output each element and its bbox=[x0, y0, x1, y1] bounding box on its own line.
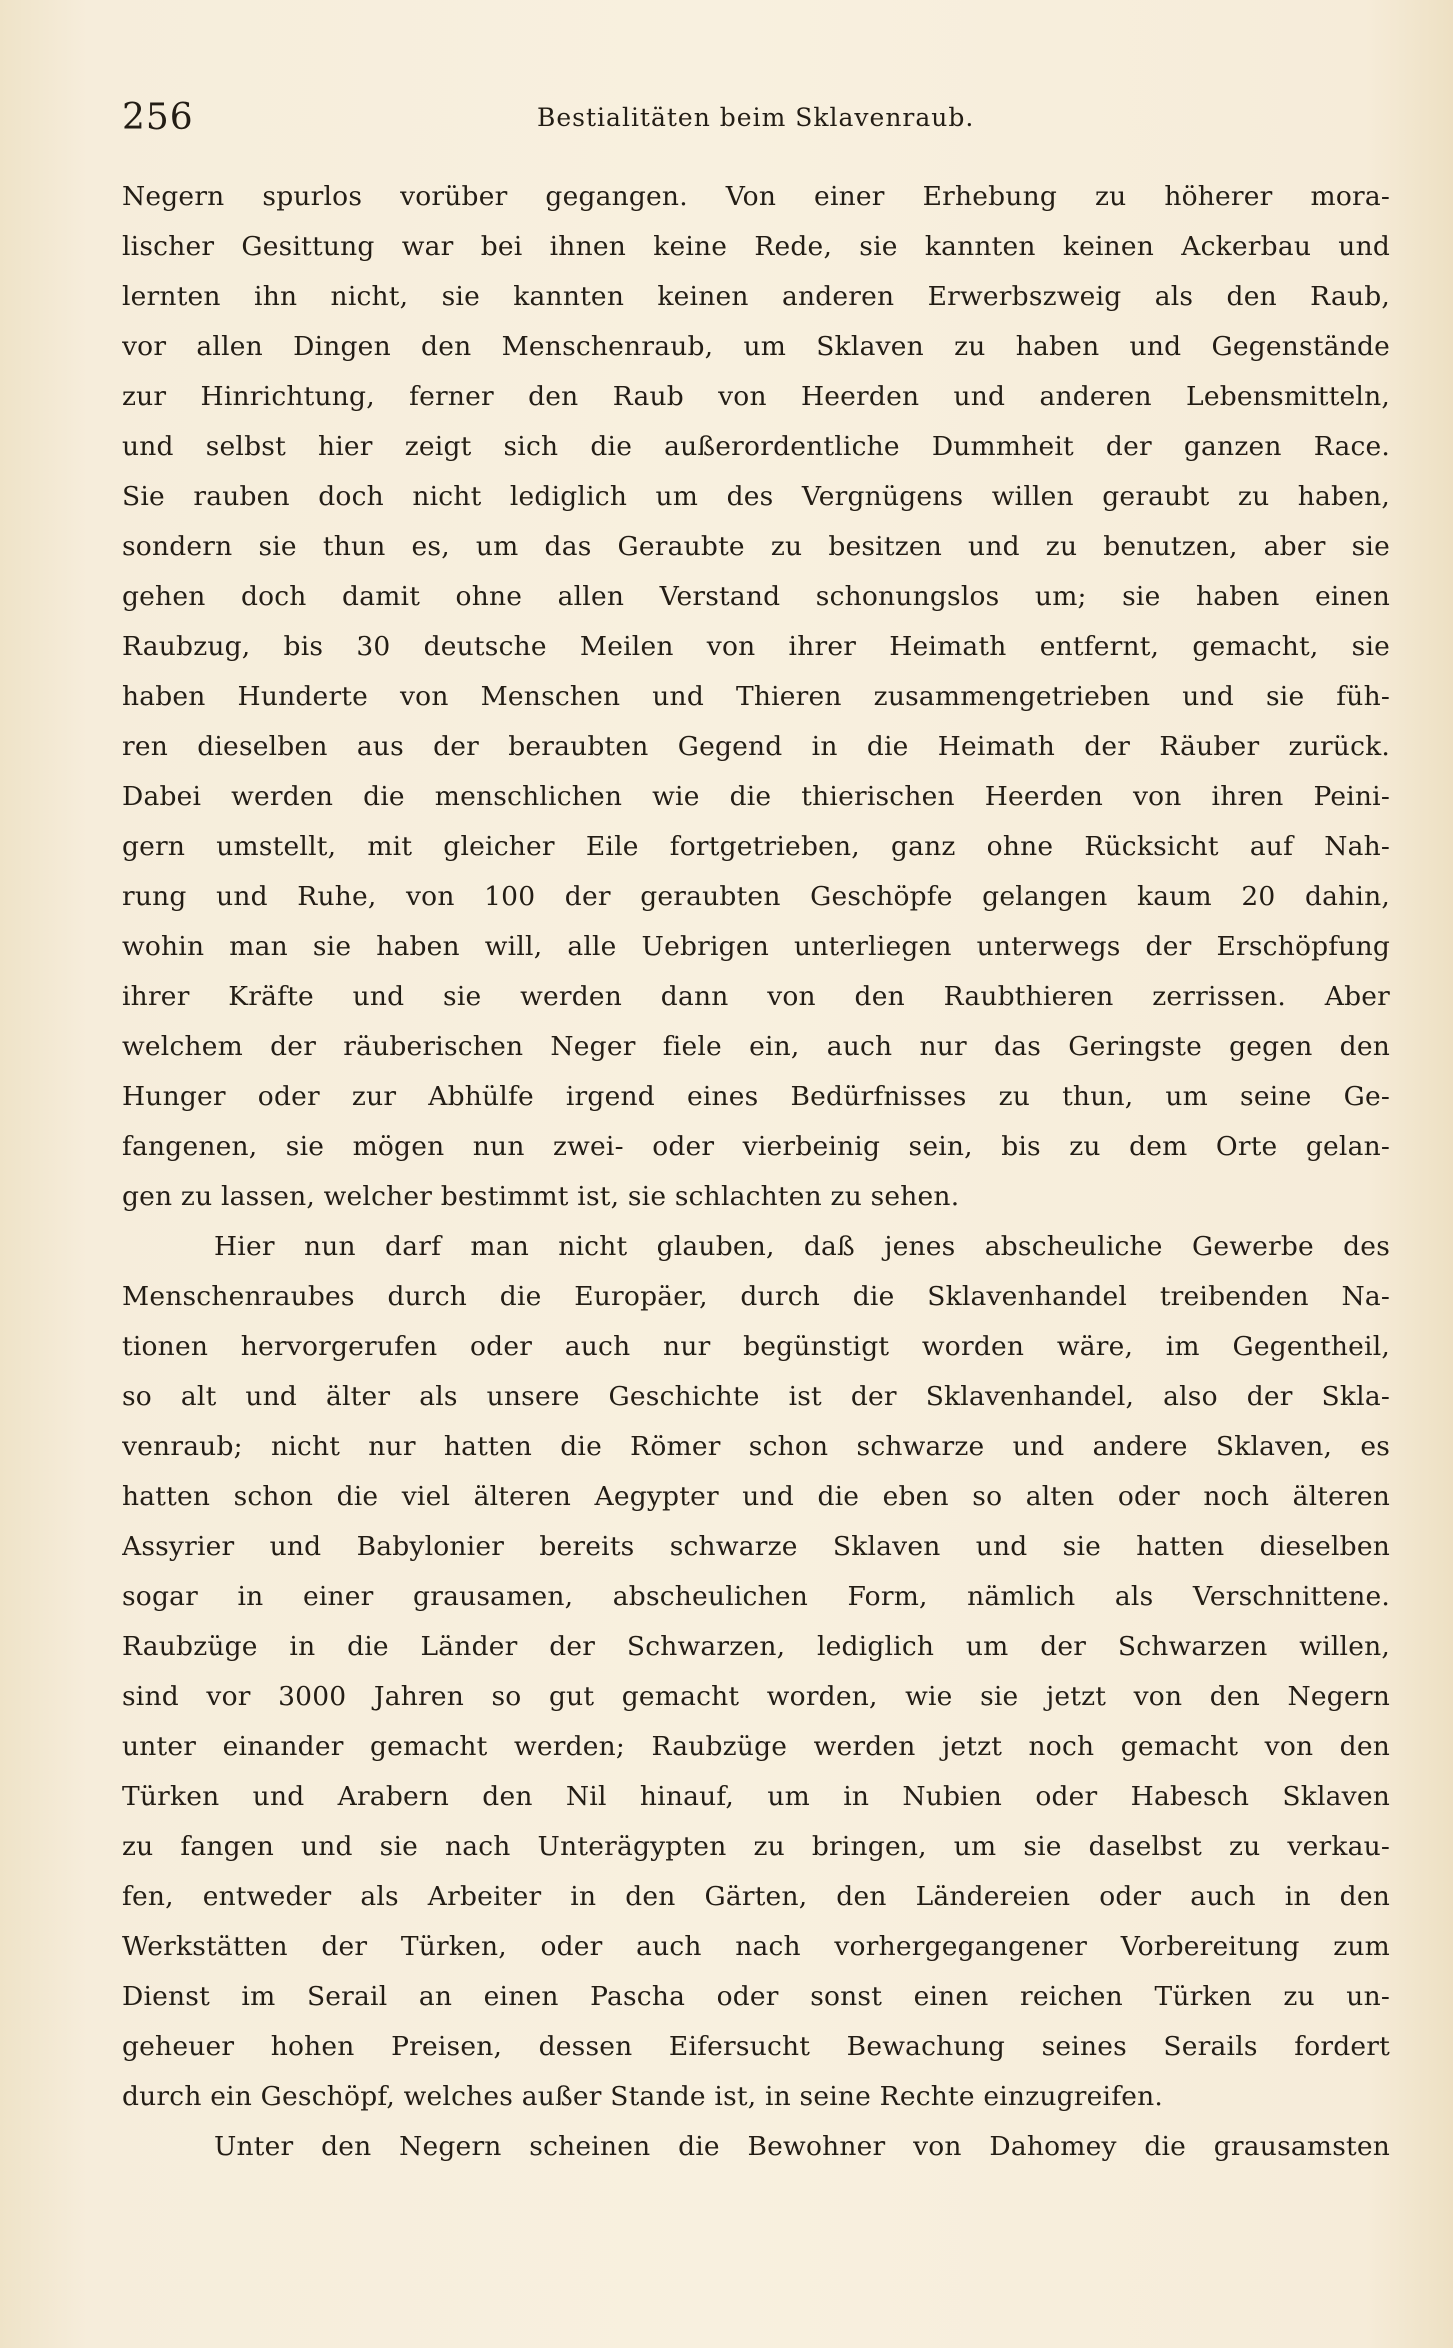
text-line: unter einander gemacht werden; Raubzüge werden jetzt noch gemacht von den bbox=[122, 1731, 1390, 1762]
text-line: rung und Ruhe, von 100 der geraubten Geschöpfe gelangen kaum 20 dahin, bbox=[122, 881, 1390, 912]
text-line: Unter den Negern scheinen die Bewohner von Dahomey die grausamsten bbox=[214, 2131, 1390, 2162]
text-line: haben Hunderte von Menschen und Thieren zusammengetrieben und sie füh- bbox=[122, 681, 1390, 712]
text-line: Raubzug, bis 30 deutsche Meilen von ihrer Heimath entfernt, gemacht, sie bbox=[122, 631, 1390, 662]
text-line: fangenen, sie mögen nun zwei- oder vierbeinig sein, bis zu dem Orte gelan- bbox=[122, 1131, 1390, 1162]
text-line: lernten ihn nicht, sie kannten keinen anderen Erwerbszweig als den Raub, bbox=[122, 281, 1390, 312]
text-line: hatten schon die viel älteren Aegypter und die eben so alten oder noch älteren bbox=[122, 1481, 1390, 1512]
running-title: Bestialitäten beim Sklavenraub. bbox=[537, 103, 975, 132]
text-line: so alt und älter als unsere Geschichte ist der Sklavenhandel, also der Skla- bbox=[122, 1381, 1390, 1412]
text-line: ihrer Kräfte und sie werden dann von den Raubthieren zerrissen. Aber bbox=[122, 981, 1390, 1012]
text-line: sogar in einer grausamen, abscheulichen Form, nämlich als Verschnittene. bbox=[122, 1581, 1390, 1612]
text-line: Dienst im Serail an einen Pascha oder sonst einen reichen Türken zu un- bbox=[122, 1981, 1390, 2012]
body-text bbox=[122, 172, 1390, 2172]
text-line: fen, entweder als Arbeiter in den Gärten, den Ländereien oder auch in den bbox=[122, 1881, 1390, 1912]
text-line: Menschenraubes durch die Europäer, durch die Sklavenhandel treibenden Na- bbox=[122, 1281, 1390, 1312]
text-line: Assyrier und Babylonier bereits schwarze Sklaven und sie hatten dieselben bbox=[122, 1531, 1390, 1562]
text-line: Hier nun darf man nicht glauben, daß jenes abscheuliche Gewerbe des bbox=[214, 1231, 1390, 1262]
text-line: gern umstellt, mit gleicher Eile fortgetrieben, ganz ohne Rücksicht auf Nah- bbox=[122, 831, 1390, 862]
text-line: Sie rauben doch nicht lediglich um des Vergnügens willen geraubt zu haben, bbox=[122, 481, 1390, 512]
text-line: sondern sie thun es, um das Geraubte zu besitzen und zu benutzen, aber sie bbox=[122, 531, 1390, 562]
text-line: ren dieselben aus der beraubten Gegend in die Heimath der Räuber zurück. bbox=[122, 731, 1390, 762]
text-line: tionen hervorgerufen oder auch nur begünstigt worden wäre, im Gegentheil, bbox=[122, 1331, 1390, 1362]
text-line: Hunger oder zur Abhülfe irgend eines Bedürfnisses zu thun, um seine Ge- bbox=[122, 1081, 1390, 1112]
text-line: Werkstätten der Türken, oder auch nach vorhergegangener Vorbereitung zum bbox=[122, 1931, 1390, 1962]
page-header bbox=[122, 96, 1390, 146]
text-line: Türken und Arabern den Nil hinauf, um in Nubien oder Habesch Sklaven bbox=[122, 1781, 1390, 1812]
text-line: sind vor 3000 Jahren so gut gemacht worden, wie sie jetzt von den Negern bbox=[122, 1681, 1390, 1712]
text-line: welchem der räuberischen Neger fiele ein, auch nur das Geringste gegen den bbox=[122, 1031, 1390, 1062]
text-line: wohin man sie haben will, alle Uebrigen unterliegen unterwegs der Erschöpfung bbox=[122, 931, 1390, 962]
text-line: zu fangen und sie nach Unterägypten zu bringen, um sie daselbst zu verkau- bbox=[122, 1831, 1390, 1862]
text-line: durch ein Geschöpf, welches außer Stande ist, in seine Rechte einzugreifen. bbox=[122, 2081, 1163, 2112]
text-line: und selbst hier zeigt sich die außerordentliche Dummheit der ganzen Race. bbox=[122, 431, 1390, 462]
page-number: 256 bbox=[122, 97, 194, 138]
text-line: gehen doch damit ohne allen Verstand schonungslos um; sie haben einen bbox=[122, 581, 1390, 612]
text-line: Dabei werden die menschlichen wie die thierischen Heerden von ihren Peini- bbox=[122, 781, 1390, 812]
text-line: Negern spurlos vorüber gegangen. Von einer Erhebung zu höherer mora- bbox=[122, 181, 1390, 212]
text-line: venraub; nicht nur hatten die Römer schon schwarze und andere Sklaven, es bbox=[122, 1431, 1390, 1462]
text-line: Raubzüge in die Länder der Schwarzen, lediglich um der Schwarzen willen, bbox=[122, 1631, 1390, 1662]
text-line: lischer Gesittung war bei ihnen keine Rede, sie kannten keinen Ackerbau und bbox=[122, 231, 1390, 262]
text-line: gen zu lassen, welcher bestimmt ist, sie schlachten zu sehen. bbox=[122, 1181, 960, 1212]
text-line: zur Hinrichtung, ferner den Raub von Heerden und anderen Lebensmitteln, bbox=[122, 381, 1390, 412]
text-line: vor allen Dingen den Menschenraub, um Sklaven zu haben und Gegenstände bbox=[122, 331, 1390, 362]
text-line: geheuer hohen Preisen, dessen Eifersucht Bewachung seines Serails fordert bbox=[122, 2031, 1390, 2062]
